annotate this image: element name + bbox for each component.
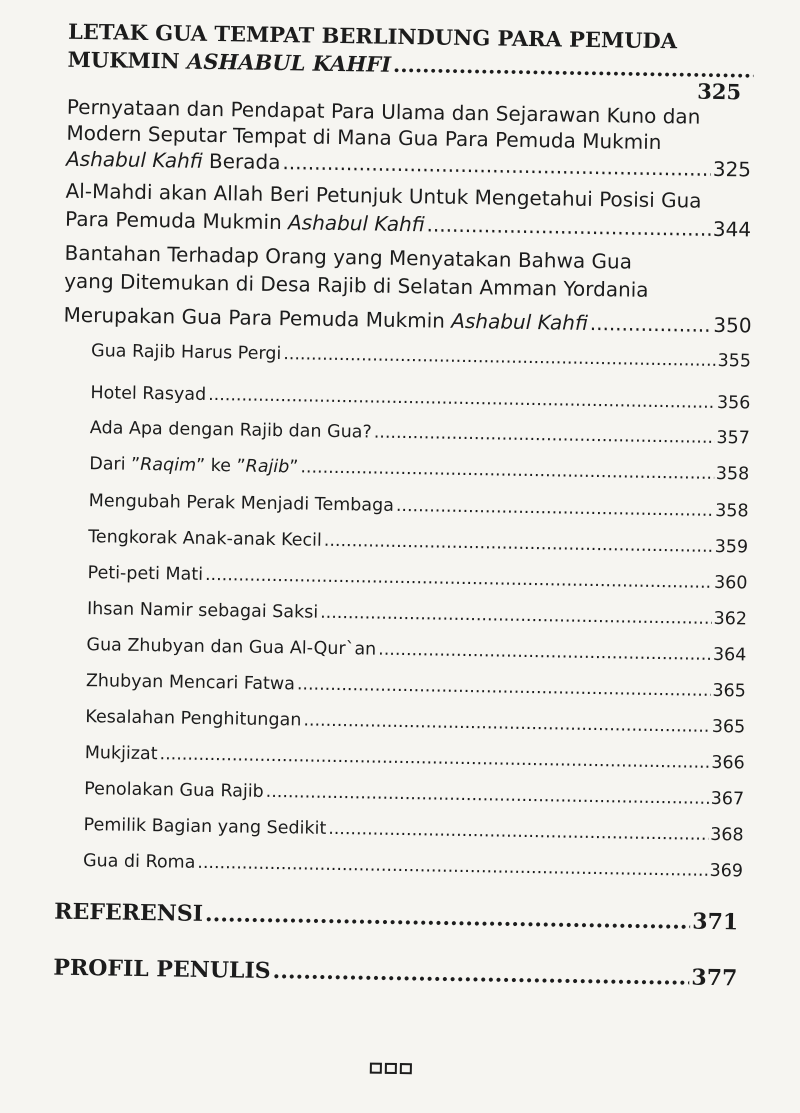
leader-dots [205,901,691,935]
toc-entry-label: Peti-peti Mati [87,563,204,585]
toc-page-number: 365 [712,680,746,702]
toc-entry-label: Mengubah Perak Menjadi Tembaga [88,491,395,516]
toc-subentry [87,563,747,593]
toc-subentry [86,671,746,701]
leader-dots [272,958,689,991]
toc-entry-line: Al-Mahdi akan Allah Beri Petunjuk Untuk Mengetahui Posisi Gua [65,178,702,213]
toc-entry-label: Zhubyan Mencari Fatwa [85,671,296,695]
toc-entry-label: Hotel Rasyad [90,383,207,405]
toc-subentry [89,491,749,521]
toc-entry-label-italic: ASHABUL KAHFI [186,48,392,77]
leader-dots [208,385,715,413]
toc-entry-label: Dari ”Raqim” ke ”Rajib” [89,454,299,478]
toc-entry-line: Modern Seputar Tempat di Mana Gua Para Pemuda Mukmin [66,120,662,155]
toc-page-number-line [697,79,741,105]
toc-entry-label: Gua Rajib Harus Pergi [90,341,282,365]
leader-dots [324,531,713,557]
toc-entry-label: PROFIL PENULIS [53,954,271,985]
toc-entry-label: Gua Zhubyan dan Gua Al-Qur`an [86,635,377,660]
toc-entry-label: Tengkorak Anak-anak Kecil [88,527,323,551]
toc-page-number: 368 [709,824,744,846]
leader-dots [590,311,712,337]
toc-page-number: 362 [713,608,748,630]
toc-subentry [86,635,746,665]
leader-dots [266,782,709,809]
toc-page-number: 360 [713,572,748,594]
toc-page-number: 364 [712,644,747,666]
toc-page-number: 358 [715,463,750,485]
toc-page-number: 359 [714,536,749,558]
toc-entry-label: Ada Apa dengan Rajib dan Gua? [89,418,372,443]
toc-entry-label: Pemilik Bagian yang Sedikit [83,815,327,839]
toc-subentry [91,341,751,371]
toc-page-number: 325 [697,78,742,105]
toc-entry-label: REFERENSI [54,898,204,927]
footer-ornament [370,1063,412,1075]
toc-subentry [89,454,749,484]
toc-entry-line: yang Ditemukan di Desa Rajib di Selatan Amman Yordania [64,268,649,302]
toc-subentry [83,815,743,845]
toc-entry-label: Gua di Roma [82,851,196,873]
toc-page-number: 325 [712,156,752,182]
toc-subentry [87,599,747,629]
toc-page-number: 344 [712,216,752,242]
toc-subentry [83,851,743,881]
leader-dots [303,711,710,737]
toc-entry-references [54,899,738,936]
leader-dots [300,457,714,483]
toc-entry-label: Ihsan Namir sebagai Saksi [86,599,319,623]
leader-dots [197,853,708,881]
toc-page-number: 369 [709,860,744,882]
toc-page-number: 355 [717,350,752,372]
toc-entry-label: Mukjizat [84,743,158,765]
leader-dots [282,150,711,181]
toc-entry: Ashabul Kahfi Berada ..... 325 [66,147,751,182]
leader-dots [159,744,709,773]
toc-entry-author-profile [53,955,737,992]
toc-entry-line: Pernyataan dan Pendapat Para Ulama dan Sejarawan Kuno dan [66,94,701,129]
toc-entry-label: Penolakan Gua Rajib [84,779,264,802]
toc-page-number: 358 [715,500,749,522]
toc-subentry [90,383,750,413]
leader-dots [378,640,711,665]
leader-dots [396,496,714,521]
toc-subentry [90,418,750,448]
toc-entry: Merupakan Gua Para Pemuda Mukmin Ashabul Kahfi ..... 350 [63,303,751,338]
toc-subentry [84,779,744,809]
leader-dots [328,819,708,845]
toc-page-number: 367 [710,788,745,810]
toc-subentry [85,743,745,773]
toc-subentry [85,707,745,737]
toc-page-number: 377 [691,964,738,992]
toc-entry-label: MUKMIN [67,46,188,74]
leader-dots [426,212,711,240]
toc-page-number: 366 [711,752,745,774]
toc-entry: Para Pemuda Mukmin Ashabul Kahfi ..... 344 [65,207,751,242]
leader-dots [374,423,715,448]
toc-page-number: 356 [716,392,751,414]
leader-dots [320,603,712,629]
ornament-square [370,1063,382,1074]
toc-page-number: 357 [716,427,750,449]
toc-entry-label: Kesalahan Penghitungan [85,707,302,731]
toc-page-number: 371 [692,908,739,936]
toc-entry-label: LETAK GUA TEMPAT BERLINDUNG PARA PEMUDA [67,18,678,54]
toc-page-number: 350 [713,312,752,338]
toc-page-number: 365 [711,716,746,738]
ornament-square [385,1063,397,1074]
toc-subentry [88,527,748,557]
ornament-square [400,1063,412,1074]
leader-dots [283,344,716,371]
toc-entry-line: Bantahan Terhadap Orang yang Menyatakan Bahwa Gua [64,240,633,274]
leader-dots [297,674,711,700]
leader-dots [205,565,712,593]
